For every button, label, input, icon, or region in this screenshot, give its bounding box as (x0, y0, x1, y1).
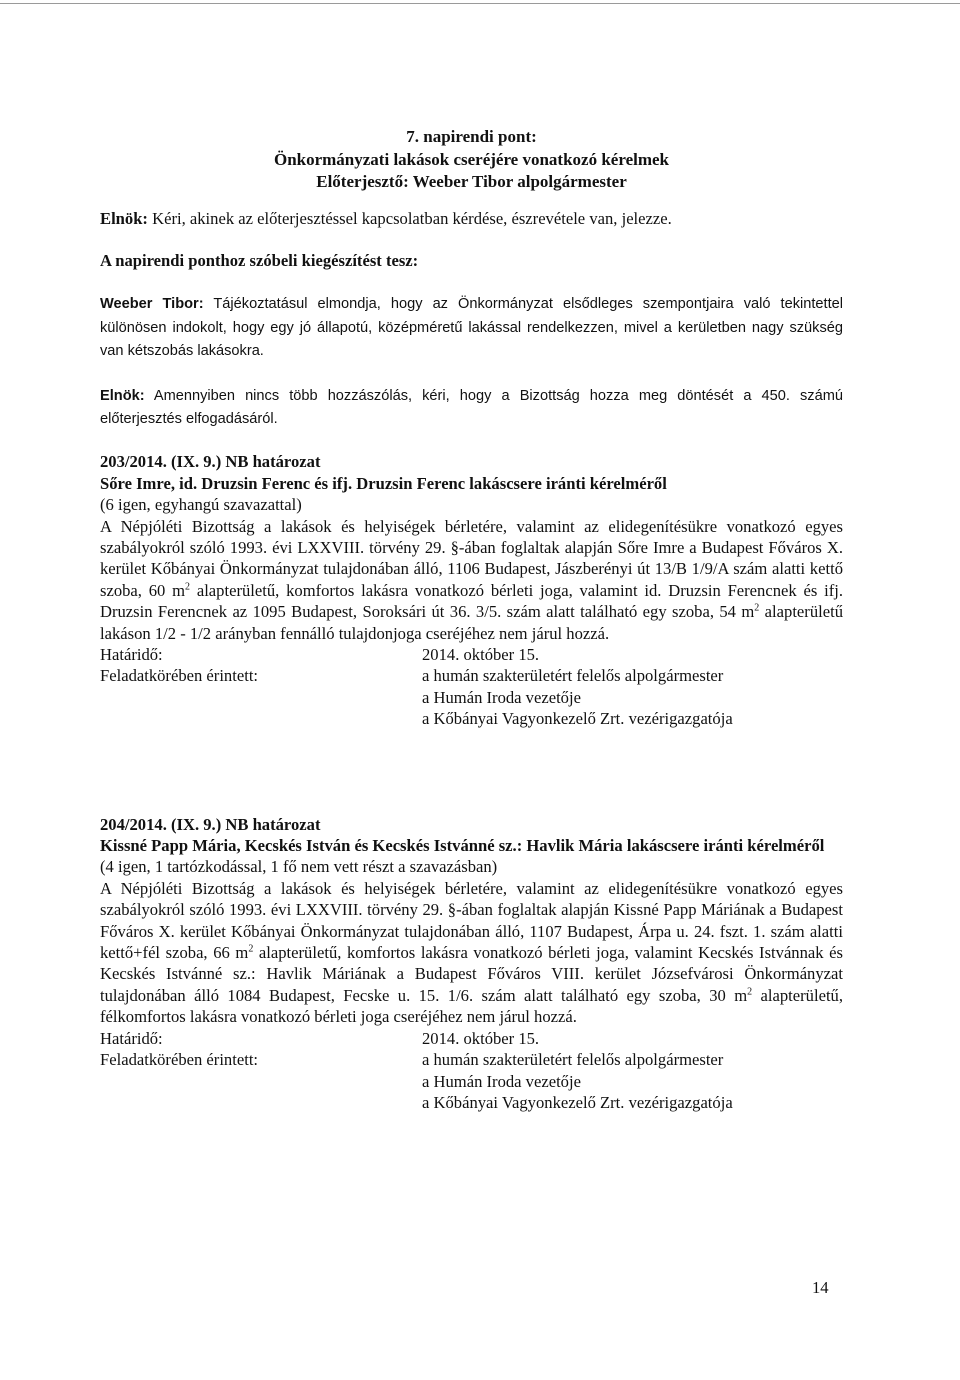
speaker-label: Elnök: (100, 208, 148, 228)
agenda-heading (100, 126, 843, 194)
statement-text: Amennyiben nincs több hozzászólás, kéri, hogy a Bizottság hozza meg döntését a 450. számú előterjesztés elfogadásáról. (100, 387, 843, 427)
agenda-item-presenter: Előterjesztő: Weeber Tibor alpolgármester (316, 172, 627, 191)
responsible-label: Feladatkörében érintett: (100, 1050, 259, 1070)
statement-text: Kéri, akinek az előterjesztéssel kapcsolatban kérdése, észrevétele van, jelezze. (147, 208, 672, 228)
resolution-subject: Sőre Imre, id. Druzsin Ferenc és ifj. Druzsin Ferenc lakáscsere iránti kérelméről (100, 473, 667, 493)
resolution-vote: (6 igen, egyhangú szavazattal) (100, 495, 302, 515)
responsible-row (100, 1049, 843, 1113)
responsible-party: a humán szakterületért felelős alpolgármester (422, 1050, 724, 1070)
document-page (100, 126, 843, 1113)
responsible-row (100, 665, 843, 729)
responsible-party: a Kőbányai Vagyonkezelő Zrt. vezérigazgatója (422, 709, 733, 729)
speaker-statement (100, 292, 843, 362)
resolution-204 (100, 814, 843, 1114)
resolution-body: A Népjóléti Bizottság a lakások és helyiségek bérletére, valamint az elidegenítésükre vonatkozó egyes szabályokról szóló 1993. évi LXXVIII. törvény 29. §-ában foglaltak alapján Sőre Imre a Budapest Főváros X. kerület Kőbányai Önkormányzat tulajdonában álló, 1106 Budapest, Jászberényi út 13/B 1/9/A szám alatti kettő szoba, 60 $m^2$ alapterületű, komfortos lakásra vonatkozó bérleti joga, valamint id. Druzsin Ferencnek és ifj. Druzsin Ferencnek az 1095 Budapest, Soroksári út 36. 3/5. szám alatt található egy szoba, 54 $m^2$ alapterületű lakáson 1/2 - 1/2 arányban fennálló tulajdonjoga cseréjéhez nem járul hozzá. (100, 516, 844, 643)
resolution-body: A Népjóléti Bizottság a lakások és helyiségek bérletére, valamint az elidegenítésükre vonatkozó egyes szabályokról szóló 1993. évi LXXVIII. törvény 29. §-ában foglaltak alapján Kissné Papp Máriának a Budapest Főváros X. kerület Kőbányai Önkormányzat tulajdonában álló, 1107 Budapest, Árpa u. 24. fszt. 1. szám alatti kettő+fél szoba, 66 $m^2$ alapterületű, komfortos lakásra vonatkozó bérleti joga, valamint Kecskés Istvánnak és Kecskés Istvánné sz.: Havlik Máriának a Budapest Főváros VIII. kerület Józsefvárosi Önkormányzat tulajdonában álló 1084 Budapest, Fecske u. 15. 1/6. szám alatt található egy szoba, 30 $m^2$ alapterületű, félkomfortos lakásra vonatkozó bérleti joga cseréjéhez nem járul hozzá. (100, 878, 844, 1027)
responsible-party: a Humán Iroda vezetője (422, 1071, 581, 1091)
deadline-row (100, 644, 843, 665)
statement-text: Tájékoztatásul elmondja, hogy az Önkormányzat elsődleges szempontjaira való tekintettel különösen indokolt, hogy egy jó állapotú, középméretű lakással rendelkezzen, mivel a kerületben nagy szükség van kétszobás lakásokra. (100, 296, 843, 360)
page-number: 14 (812, 1278, 829, 1297)
speaker-label: Elnök: (100, 387, 145, 404)
resolution-number: 203/2014. (IX. 9.) NB határozat (100, 452, 321, 472)
resolution-vote: (4 igen, 1 tartózkodással, 1 fő nem vett részt a szavazásban) (100, 857, 498, 877)
resolution-number: 204/2014. (IX. 9.) NB határozat (100, 814, 321, 834)
oral-supplement-heading: A napirendi ponthoz szóbeli kiegészítést tesz: (100, 250, 419, 270)
chair-statement-1 (100, 208, 843, 229)
responsible-label: Feladatkörében érintett: (100, 666, 259, 686)
deadline-value: 2014. október 15. (422, 645, 540, 664)
agenda-item-title: Önkormányzati lakások cseréjére vonatkozó kérelmek (273, 149, 670, 169)
speaker-label: Weeber Tibor: (100, 296, 204, 313)
resolution-203 (100, 451, 843, 729)
deadline-value: 2014. október 15. (422, 1028, 540, 1048)
responsible-party: a humán szakterületért felelős alpolgármester (422, 666, 724, 686)
deadline-label: Határidő: (100, 645, 163, 664)
resolution-subject: Kissné Papp Mária, Kecskés István és Kecskés Istvánné sz.: Havlik Mária lakáscsere iránti kérelméről (100, 836, 825, 856)
scan-top-edge (0, 3, 960, 4)
deadline-label: Határidő: (100, 1028, 163, 1048)
agenda-item-number: 7. napirendi pont: (406, 127, 537, 146)
responsible-party: a Kőbányai Vagyonkezelő Zrt. vezérigazgatója (422, 1092, 733, 1112)
chair-statement-2 (100, 384, 843, 431)
responsible-party: a Humán Iroda vezetője (422, 687, 581, 707)
deadline-row (100, 1028, 843, 1049)
